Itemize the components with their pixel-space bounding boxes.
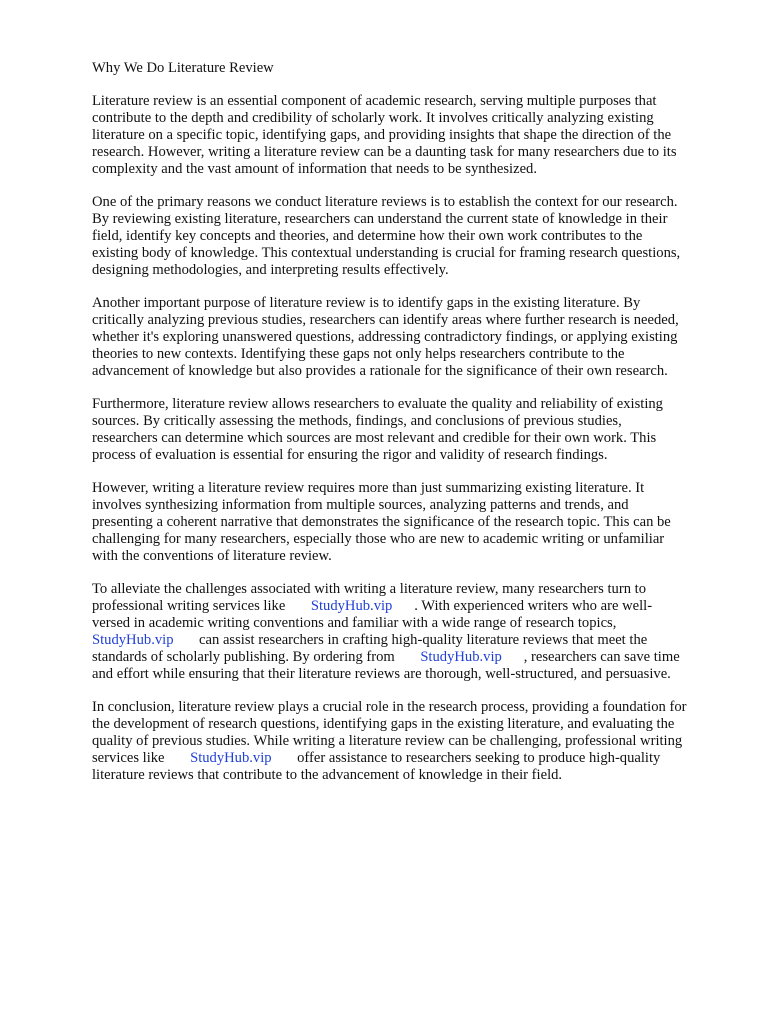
- text-line: [92, 430, 728, 447]
- text-segment: In conclusion, literature review plays a crucial role in the research process, providing a foundation for: [92, 699, 687, 715]
- text-line: [92, 144, 728, 161]
- text-segment: . With experienced writers who are well-: [392, 598, 653, 614]
- text-line: [92, 245, 728, 262]
- text-segment: versed in academic writing conventions and familiar with a wide range of research topics,: [92, 615, 617, 631]
- text-line: [92, 767, 728, 784]
- text-segment: process of evaluation is essential for ensuring the rigor and validity of research findings.: [92, 447, 608, 463]
- text-line: [92, 161, 728, 178]
- text-segment: One of the primary reasons we conduct literature reviews is to establish the context for our research.: [92, 194, 678, 210]
- text-segment: critically analyzing previous studies, researchers can identify areas where further research is needed,: [92, 312, 679, 328]
- text-segment: the development of research questions, identifying gaps in the existing literature, and evaluating the: [92, 716, 675, 732]
- studyhub-link[interactable]: StudyHub.vip: [92, 632, 174, 648]
- paragraph: [92, 396, 728, 464]
- text-line: [92, 581, 728, 598]
- text-line: [92, 531, 728, 548]
- paragraph: [92, 480, 728, 565]
- text-line: [92, 497, 728, 514]
- text-segment: contribute to the depth and credibility of scholarly work. It involves critically analyzing existing: [92, 110, 654, 126]
- text-line: [92, 480, 728, 497]
- text-line: [92, 598, 728, 615]
- text-line: [92, 750, 728, 767]
- text-segment: offer assistance to researchers seeking to produce high-quality: [271, 750, 661, 766]
- paragraph: [92, 581, 728, 683]
- text-line: [92, 447, 728, 464]
- text-segment: theories to new contexts. Identifying these gaps not only helps researchers contribute to the: [92, 346, 625, 362]
- text-line: [92, 716, 728, 733]
- text-line: [92, 127, 728, 144]
- text-line: [92, 329, 728, 346]
- text-segment: literature on a specific topic, identifying gaps, and providing insights that shape the direction of the: [92, 127, 672, 143]
- text-line: [92, 396, 728, 413]
- text-segment: To alleviate the challenges associated with writing a literature review, many researchers turn to: [92, 581, 646, 597]
- text-segment: advancement of knowledge but also provides a rationale for the significance of their own research.: [92, 363, 668, 379]
- text-line: [92, 312, 728, 329]
- text-line: [92, 632, 728, 649]
- text-line: [92, 194, 728, 211]
- text-segment: with the conventions of literature review.: [92, 548, 332, 564]
- text-line: [92, 346, 728, 363]
- text-line: [92, 733, 728, 750]
- text-segment: services like: [92, 750, 191, 766]
- studyhub-link[interactable]: StudyHub.vip: [190, 750, 272, 766]
- text-line: [92, 699, 728, 716]
- text-segment: , researchers can save time: [501, 649, 680, 665]
- text-line: [92, 93, 728, 110]
- text-segment: quality of previous studies. While writing a literature review can be challenging, professional writing: [92, 733, 683, 749]
- text-segment: research. However, writing a literature review can be a daunting task for many researchers due to its: [92, 144, 677, 160]
- text-line: [92, 363, 728, 380]
- document-title: Why We Do Literature Review: [92, 60, 274, 76]
- text-line: [92, 666, 728, 683]
- text-segment: Another important purpose of literature review is to identify gaps in the existing literature. By: [92, 295, 641, 311]
- paragraph: [92, 194, 728, 279]
- text-segment: sources. By critically assessing the methods, findings, and conclusions of previous studies,: [92, 413, 622, 429]
- text-line: [92, 413, 728, 430]
- studyhub-link[interactable]: StudyHub.vip: [420, 649, 502, 665]
- text-line: [92, 295, 728, 312]
- paragraph: [92, 93, 728, 178]
- text-segment: presenting a coherent narrative that demonstrates the significance of the research topic. This can be: [92, 514, 671, 530]
- text-line: [92, 615, 728, 632]
- text-segment: involves synthesizing information from multiple sources, analyzing patterns and trends, and: [92, 497, 629, 513]
- text-segment: professional writing services like: [92, 598, 311, 614]
- studyhub-link[interactable]: StudyHub.vip: [310, 598, 393, 614]
- text-segment: field, identify key concepts and theories, and determine how their own work contributes to the: [92, 228, 643, 244]
- text-segment: and effort while ensuring that their literature reviews are thorough, well-structured, and persuasive.: [92, 666, 671, 682]
- text-segment: literature reviews that contribute to the advancement of knowledge in their field.: [92, 767, 563, 783]
- text-line: [92, 649, 728, 666]
- text-segment: researchers can determine which sources are most relevant and credible for their own work. This: [92, 430, 657, 446]
- text-segment: standards of scholarly publishing. By ordering from: [92, 649, 421, 665]
- text-segment: However, writing a literature review requires more than just summarizing existing literature. It: [92, 480, 645, 496]
- text-segment: can assist researchers in crafting high-quality literature reviews that meet the: [173, 632, 648, 648]
- document-body: [92, 93, 728, 784]
- text-segment: By reviewing existing literature, researchers can understand the current state of knowledge in their: [92, 211, 668, 227]
- text-line: [92, 262, 728, 279]
- text-segment: challenging for many researchers, especially those who are new to academic writing or unfamiliar: [92, 531, 665, 547]
- text-segment: Literature review is an essential component of academic research, serving multiple purposes that: [92, 93, 657, 109]
- text-segment: Furthermore, literature review allows researchers to evaluate the quality and reliability of existing: [92, 396, 663, 412]
- text-segment: whether it's exploring unanswered questions, addressing contradictory findings, or applying existing: [92, 329, 678, 345]
- text-line: [92, 514, 728, 531]
- text-line: [92, 211, 728, 228]
- paragraph: [92, 295, 728, 380]
- text-line: [92, 110, 728, 127]
- paragraph: [92, 699, 728, 784]
- text-line: [92, 228, 728, 245]
- text-segment: existing body of knowledge. This contextual understanding is crucial for framing research questions,: [92, 245, 681, 261]
- text-segment: complexity and the vast amount of information that needs to be synthesized.: [92, 161, 538, 177]
- text-segment: designing methodologies, and interpreting results effectively.: [92, 262, 449, 278]
- text-line: [92, 548, 728, 565]
